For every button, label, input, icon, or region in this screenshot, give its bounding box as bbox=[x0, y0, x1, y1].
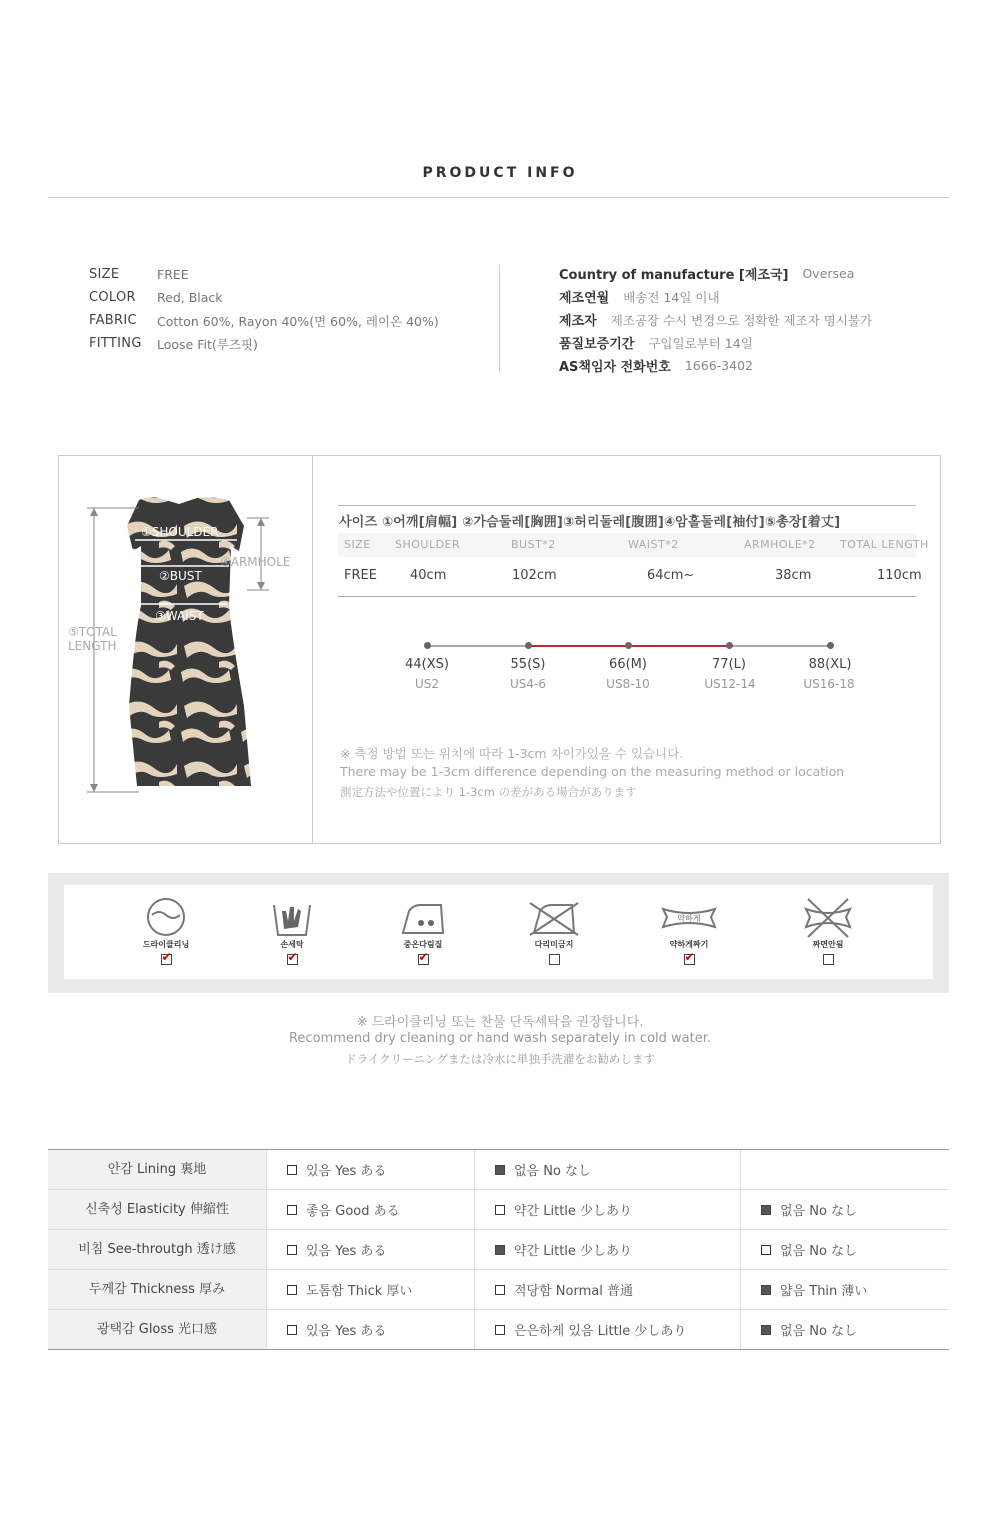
table-row bbox=[48, 1310, 949, 1350]
option-label: 없음 No なし bbox=[514, 1164, 592, 1179]
info-row-date bbox=[559, 285, 872, 308]
info-value: 배송전 14일 이내 bbox=[623, 289, 720, 305]
info-divider bbox=[499, 265, 500, 373]
option-checkbox bbox=[287, 1165, 297, 1175]
empty-cell bbox=[740, 1150, 949, 1189]
info-value: 제조공장 수시 변경으로 정확한 제조자 명시불가 bbox=[610, 312, 873, 328]
iron-medium-icon bbox=[395, 895, 451, 939]
info-key: AS책임자 전화번호 bbox=[559, 360, 671, 375]
size-scale-us: US12-14 bbox=[704, 677, 756, 691]
info-key: 제조자 bbox=[559, 314, 597, 329]
total-length-label-1: ⑤TOTAL bbox=[68, 625, 117, 639]
hand-wash-icon bbox=[264, 895, 320, 939]
measure-header: WAIST*2 bbox=[628, 538, 679, 551]
option-checkbox bbox=[495, 1245, 505, 1255]
size-scale-kr: 77(L) bbox=[712, 657, 746, 672]
row-heading: 두께감 Thickness 厚み bbox=[48, 1270, 266, 1309]
care-item-hand-wash bbox=[247, 895, 337, 965]
care-checkbox bbox=[684, 954, 695, 965]
info-key: FITTING bbox=[89, 336, 142, 351]
table-row bbox=[48, 1270, 949, 1310]
care-label: 손세탁 bbox=[280, 940, 304, 949]
option-label: 적당함 Normal 普通 bbox=[514, 1284, 633, 1299]
option-checkbox bbox=[495, 1165, 505, 1175]
care-item-no-wring bbox=[783, 895, 873, 965]
info-value: 1666-3402 bbox=[684, 358, 753, 373]
info-key: 제조연월 bbox=[559, 291, 610, 306]
info-value: Cotton 60%, Rayon 40%(면 60%, 레이온 40%) bbox=[157, 313, 439, 329]
info-row-maker bbox=[559, 308, 872, 331]
info-key: 품질보증기간 bbox=[559, 337, 635, 352]
option-cell bbox=[266, 1150, 474, 1189]
care-checkbox bbox=[549, 954, 560, 965]
size-scale-kr: 66(M) bbox=[609, 657, 647, 672]
option-checkbox bbox=[495, 1325, 505, 1335]
care-checkbox bbox=[418, 954, 429, 965]
row-heading: 신축성 Elasticity 伸縮性 bbox=[48, 1190, 266, 1229]
option-cell bbox=[740, 1230, 949, 1269]
measure-cell: 40cm bbox=[410, 568, 447, 583]
row-heading: 비침 See-throutgh 透け感 bbox=[48, 1230, 266, 1269]
dry-clean-icon bbox=[138, 895, 194, 939]
option-cell bbox=[740, 1270, 949, 1309]
size-scale-dot bbox=[827, 642, 834, 649]
option-cell bbox=[474, 1270, 740, 1309]
measure-cell: 64cm~ bbox=[647, 568, 695, 583]
care-label: 약하게짜기 bbox=[669, 940, 709, 949]
measure-header: TOTAL LENGTH bbox=[840, 538, 929, 551]
info-key: COLOR bbox=[89, 290, 136, 305]
info-value: Red, Black bbox=[157, 290, 223, 305]
size-scale-dot bbox=[424, 642, 431, 649]
option-label: 도톰함 Thick 厚い bbox=[306, 1284, 413, 1299]
size-scale-us: US16-18 bbox=[803, 677, 855, 691]
care-checkbox bbox=[287, 954, 298, 965]
option-label: 약간 Little 少しあり bbox=[514, 1244, 633, 1259]
option-label: 은은하게 있음 Little 少しあり bbox=[514, 1324, 687, 1339]
info-key: Country of manufacture [제조국] bbox=[559, 268, 789, 283]
measure-cell: 102cm bbox=[512, 568, 557, 583]
option-cell bbox=[266, 1230, 474, 1269]
no-iron-icon bbox=[526, 895, 582, 939]
option-label: 없음 No なし bbox=[780, 1324, 858, 1339]
option-cell bbox=[474, 1150, 740, 1189]
size-scale-kr: 55(S) bbox=[510, 657, 546, 672]
info-row-as-phone bbox=[559, 354, 872, 377]
measure-table-bottom-rule bbox=[338, 596, 916, 597]
option-checkbox bbox=[761, 1325, 771, 1335]
info-value: 구입일로부터 14일 bbox=[648, 335, 753, 351]
measure-header: SIZE bbox=[344, 538, 371, 551]
option-cell bbox=[266, 1190, 474, 1229]
care-item-wring-gently bbox=[644, 895, 734, 965]
care-icon-text: 약하게 bbox=[677, 914, 701, 923]
page-title: PRODUCT INFO bbox=[422, 165, 578, 181]
option-cell bbox=[740, 1310, 949, 1349]
info-value: Loose Fit(루즈핏) bbox=[157, 336, 258, 352]
measure-title: 사이즈 ①어깨[肩幅] ②가슴둘레[胸囲]③허리둘레[腹囲]④암홀둘레[袖付]⑤총장[着丈] bbox=[339, 515, 841, 530]
option-label: 좋음 Good ある bbox=[306, 1204, 400, 1219]
measure-note-kr: ※ 측정 방법 또는 위치에 따라 1-3cm 차이가있을 수 있습니다. bbox=[340, 746, 684, 761]
option-checkbox bbox=[287, 1325, 297, 1335]
measure-header: BUST*2 bbox=[511, 538, 556, 551]
option-cell bbox=[266, 1270, 474, 1309]
size-scale-kr: 88(XL) bbox=[808, 657, 852, 672]
size-scale-dot bbox=[625, 642, 632, 649]
care-item-dry-clean bbox=[121, 895, 211, 965]
option-cell bbox=[266, 1310, 474, 1349]
info-row-country bbox=[559, 262, 872, 285]
armhole-label: ④ARMHOLE bbox=[220, 555, 291, 569]
size-scale-us: US8-10 bbox=[606, 677, 650, 691]
table-row bbox=[48, 1230, 949, 1270]
total-length-label-2: LENGTH bbox=[68, 639, 117, 653]
measure-cell: 38cm bbox=[775, 568, 812, 583]
table-row bbox=[48, 1150, 949, 1190]
wring-gently-icon bbox=[661, 895, 717, 939]
size-scale-dot bbox=[525, 642, 532, 649]
care-checkbox bbox=[161, 954, 172, 965]
measure-cell: FREE bbox=[344, 568, 377, 583]
title-divider bbox=[48, 197, 949, 198]
basic-info bbox=[89, 263, 439, 355]
info-value: Oversea bbox=[802, 266, 855, 281]
fabric-feel-table bbox=[48, 1149, 949, 1350]
option-checkbox bbox=[761, 1245, 771, 1255]
measure-table-top-rule bbox=[338, 505, 916, 506]
option-checkbox bbox=[287, 1205, 297, 1215]
info-row-warranty bbox=[559, 331, 872, 354]
care-label: 드라이클리닝 bbox=[142, 940, 190, 949]
size-scale-kr: 44(XS) bbox=[405, 657, 449, 672]
measure-note-jp: 測定方法や位置により 1-3cm の差がある場合があります bbox=[340, 785, 637, 799]
option-checkbox bbox=[761, 1285, 771, 1295]
care-item-no-iron bbox=[509, 895, 599, 965]
option-cell bbox=[474, 1230, 740, 1269]
option-label: 있음 Yes ある bbox=[306, 1244, 387, 1259]
info-row-fabric bbox=[89, 309, 439, 332]
info-key: FABRIC bbox=[89, 313, 137, 328]
care-item-iron-medium bbox=[378, 895, 468, 965]
no-wring-icon bbox=[800, 895, 856, 939]
size-box-divider bbox=[312, 456, 313, 843]
care-note-jp: ドライクリーニングまたは冷水に単独手洗濯をお勧めします bbox=[345, 1052, 655, 1066]
care-note-en: Recommend dry cleaning or hand wash separately in cold water. bbox=[288, 1031, 711, 1046]
manufacture-info bbox=[559, 262, 872, 377]
option-label: 있음 Yes ある bbox=[306, 1164, 387, 1179]
option-checkbox bbox=[287, 1285, 297, 1295]
measure-header: SHOULDER bbox=[395, 538, 461, 551]
option-checkbox bbox=[495, 1285, 505, 1295]
care-label: 다리미금지 bbox=[534, 940, 574, 949]
waist-label: ③WAIST bbox=[155, 609, 204, 623]
dress-measure-illustration bbox=[59, 456, 312, 843]
size-scale-us: US2 bbox=[414, 677, 440, 691]
info-value: FREE bbox=[157, 267, 189, 282]
info-row-color bbox=[89, 286, 439, 309]
table-row bbox=[48, 1190, 949, 1230]
option-label: 있음 Yes ある bbox=[306, 1324, 387, 1339]
option-cell bbox=[740, 1190, 949, 1229]
size-scale-us: US4-6 bbox=[510, 677, 546, 691]
shoulder-label: ①SHOULDER bbox=[141, 525, 219, 539]
info-key: SIZE bbox=[89, 267, 120, 282]
option-checkbox bbox=[287, 1245, 297, 1255]
option-label: 없음 No なし bbox=[780, 1244, 858, 1259]
care-label: 중온다림질 bbox=[403, 940, 443, 949]
row-heading: 광택감 Gloss 光口感 bbox=[48, 1310, 266, 1349]
care-label: 짜면안됨 bbox=[812, 940, 844, 949]
care-note-kr: ※ 드라이클리닝 또는 찬물 단독세탁을 권장합니다. bbox=[356, 1015, 644, 1030]
info-row-fitting bbox=[89, 332, 439, 355]
care-checkbox bbox=[823, 954, 834, 965]
option-label: 약간 Little 少しあり bbox=[514, 1204, 633, 1219]
option-cell bbox=[474, 1190, 740, 1229]
option-label: 얇음 Thin 薄い bbox=[780, 1284, 868, 1299]
info-row-size bbox=[89, 263, 439, 286]
option-checkbox bbox=[761, 1205, 771, 1215]
measure-cell: 110cm bbox=[877, 568, 922, 583]
bust-label: ②BUST bbox=[159, 569, 202, 583]
size-scale-dot bbox=[726, 642, 733, 649]
option-checkbox bbox=[495, 1205, 505, 1215]
measure-header: ARMHOLE*2 bbox=[744, 538, 816, 551]
measure-note-en: There may be 1-3cm difference depending on the measuring method or location bbox=[340, 764, 845, 779]
option-label: 없음 No なし bbox=[780, 1204, 858, 1219]
option-cell bbox=[474, 1310, 740, 1349]
row-heading: 안감 Lining 裏地 bbox=[48, 1150, 266, 1189]
